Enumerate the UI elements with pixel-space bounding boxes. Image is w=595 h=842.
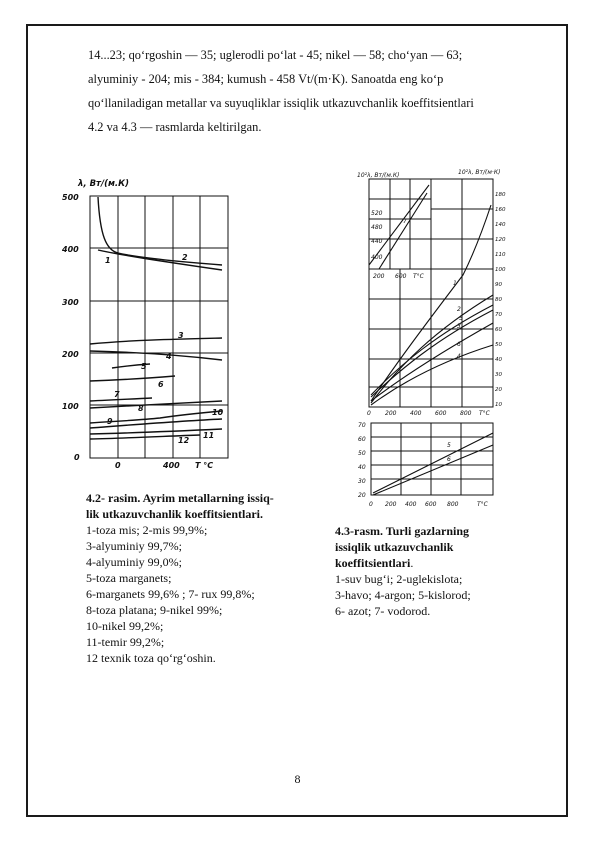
y-tick: 400 — [62, 245, 79, 254]
bottom-x-tick: 600 — [425, 501, 437, 508]
right-y-tick: 100 — [495, 267, 506, 273]
caption-item: 1-suv bug‘i; 2-uglekislota; — [335, 572, 463, 586]
top-left-title: 10²λ, Вт/(м.К) — [357, 172, 400, 179]
inset-y-tick: 400 — [371, 254, 383, 261]
curve-label: 4 — [166, 352, 172, 361]
bottom-x-tick: T°C — [477, 501, 488, 508]
caption-item: 6-marganets 99,6% ; 7- rux 99,8%; — [86, 587, 255, 601]
y-tick: 200 — [62, 350, 79, 359]
bottom-curve-label: 5 — [447, 442, 451, 449]
right-y-tick: 80 — [495, 297, 502, 303]
curve-5 — [371, 305, 493, 395]
body-line: qo‘llaniladigan metallar va suyuqliklar issiqlik utkazuvchanlik koeffitsientlari — [88, 96, 474, 110]
caption-item: 6- azot; 7- vodorod. — [335, 604, 431, 618]
caption-item: 1-toza mis; 2-mis 99,9%; — [86, 523, 208, 537]
curve-7 — [90, 398, 152, 401]
x-tick: 400 — [410, 410, 422, 417]
curve-label: 2 — [182, 253, 188, 262]
bottom-y-tick: 30 — [358, 478, 366, 485]
caption-title: koeffitsientlari — [335, 556, 411, 570]
bottom-x-tick: 800 — [447, 501, 459, 508]
inset-y-tick: 520 — [371, 210, 383, 217]
right-y-tick: 140 — [495, 222, 506, 228]
curve-label: 5 — [141, 362, 147, 371]
caption-item: 12 texnik toza qo‘rg‘oshin. — [86, 651, 216, 665]
inset-x-tick: 200 — [373, 273, 385, 280]
caption-figure-4-2 — [86, 490, 274, 666]
bottom-x-tick: 200 — [385, 501, 397, 508]
caption-title: 4.2- rasim. Ayrim metallarning issiq- — [86, 491, 274, 505]
y-tick: 0 — [74, 453, 80, 462]
body-line: 4.2 va 4.3 — rasmlarda keltirilgan. — [88, 120, 262, 134]
right-y-tick: 120 — [495, 237, 506, 243]
right-y-tick: 30 — [495, 372, 502, 378]
curve-label: 3 — [178, 331, 184, 340]
caption-item: 3-havo; 4-argon; 5-kislorod; — [335, 588, 471, 602]
inset-curve-label: 7 — [403, 218, 407, 225]
curve-label: 10 — [212, 408, 224, 417]
curve-label: 12 — [178, 436, 190, 445]
curve-label: 1 — [453, 280, 457, 287]
bottom-curve — [373, 445, 493, 495]
curve-6 — [371, 323, 493, 401]
x-tick: 200 — [385, 410, 397, 417]
right-y-tick: 70 — [495, 312, 502, 318]
bottom-curve — [373, 433, 493, 493]
caption-title: issiqlik utkazuvchanlik — [335, 540, 454, 554]
curve-label: 8 — [138, 404, 144, 413]
curve-label: 2 — [457, 306, 461, 313]
x-axis-title: T °C — [195, 461, 214, 470]
bottom-y-tick: 20 — [358, 492, 366, 499]
bottom-x-tick: 400 — [405, 501, 417, 508]
x-tick: 0 — [115, 461, 121, 470]
caption-title: 4.3-rasm. Turli gazlarning — [335, 524, 470, 538]
curve-label: 6 — [158, 380, 164, 389]
x-tick: 0 — [367, 410, 371, 417]
x-tick: 400 — [163, 461, 180, 470]
inset-x-tick: 600 — [395, 273, 407, 280]
x-tick: 800 — [460, 410, 472, 417]
inset-y-tick: 440 — [371, 238, 383, 245]
right-y-tick: 50 — [495, 342, 502, 348]
caption-title: lik utkazuvchanlik koeffitsientlari. — [86, 507, 264, 521]
figure-metals-conductivity — [60, 175, 235, 475]
caption-item: 10-nikel 99,2%; — [86, 619, 164, 633]
bottom-y-tick: 60 — [358, 436, 366, 443]
curve-label: 9 — [107, 417, 113, 426]
y-tick: 300 — [62, 298, 79, 307]
x-tick: 600 — [435, 410, 447, 417]
inset-x-tick: T°C — [413, 273, 424, 280]
curve-1 — [98, 197, 222, 265]
caption-item: 8-toza platana; 9-nikel 99%; — [86, 603, 223, 617]
curve-label: 11 — [203, 431, 215, 440]
bottom-y-tick: 70 — [358, 422, 366, 429]
curve-4 — [90, 351, 222, 360]
curve-3 — [371, 310, 493, 397]
curve-label: 4 — [457, 353, 461, 360]
y-axis-title: λ, Вт/(м.К) — [78, 179, 129, 189]
bottom-curve-label: 6 — [447, 456, 451, 463]
inset-y-tick: 480 — [371, 224, 383, 231]
bottom-y-tick: 40 — [358, 464, 366, 471]
right-y-tick: 180 — [495, 192, 506, 198]
bottom-y-tick: 50 — [358, 450, 366, 457]
right-y-tick: 90 — [495, 282, 502, 288]
caption-title-end: . — [410, 556, 414, 570]
right-y-tick: 160 — [495, 207, 506, 213]
body-line: 14...23; qo‘rgoshin — 35; uglerodli po‘lat - 45; nikel — 58; cho‘yan — 63; — [88, 48, 463, 62]
y-tick: 500 — [62, 193, 79, 202]
page-number: 8 — [294, 772, 301, 786]
curve-label: 3 — [457, 323, 461, 330]
caption-item: 5-toza marganets; — [86, 571, 172, 585]
right-y-tick: 110 — [495, 252, 506, 258]
x-tick: T°C — [479, 410, 490, 417]
body-line: alyuminiy - 204; mis - 384; kumush - 458 Vt/(m·K). Sanoatda eng ko‘p — [88, 72, 444, 86]
curve-label: 5 — [459, 315, 463, 322]
y-tick: 100 — [62, 402, 79, 411]
caption-figure-4-3 — [335, 523, 471, 619]
caption-item: 11-temir 99,2%; — [86, 635, 165, 649]
right-y-tick: 40 — [495, 357, 502, 363]
caption-item: 3-alyuminiy 99,7%; — [86, 539, 182, 553]
bottom-x-tick: 0 — [369, 501, 373, 508]
right-y-tick: 20 — [495, 387, 502, 393]
top-right-title: 10²λ, Вт/(м·К) — [458, 169, 501, 176]
curve-label: 1 — [105, 256, 111, 265]
curve-label: 7 — [114, 390, 120, 399]
caption-item: 4-alyuminiy 99,0%; — [86, 555, 182, 569]
figure-gases-conductivity — [355, 165, 510, 510]
right-y-tick: 10 — [495, 402, 502, 408]
curve-label: 6 — [457, 341, 461, 348]
curve-3 — [90, 338, 222, 344]
body-text — [88, 43, 543, 139]
right-y-tick: 60 — [495, 327, 502, 333]
